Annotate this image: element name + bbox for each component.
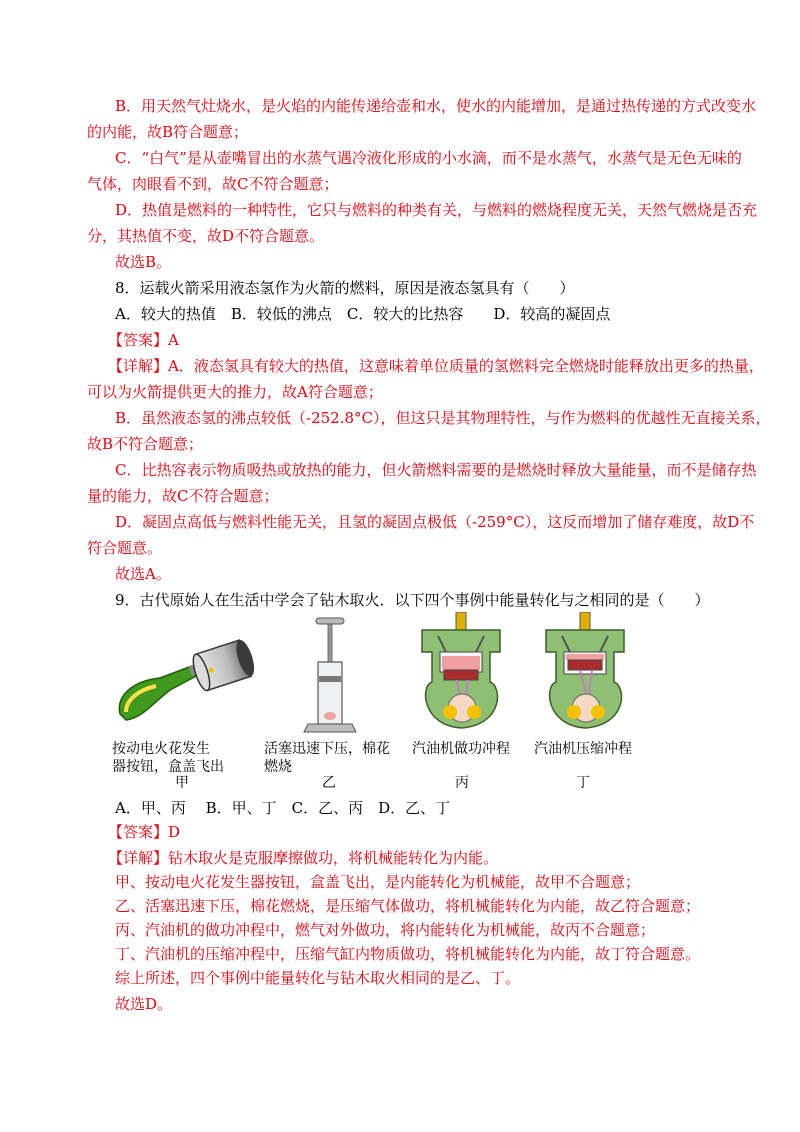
- fig-ding-label: 丁: [576, 775, 590, 791]
- q9-detail-jia: 甲、按动电火花发生器按钮，盒盖飞出，是内能转化为机械能，故甲不合题意；: [115, 873, 641, 891]
- q9-detail-bing: 丙、汽油机的做功冲程中，燃气对外做功，将内能转化为机械能，故丙不合题意；: [115, 921, 656, 939]
- fig-yi-label: 乙: [322, 775, 336, 791]
- q8-detail-a1-text: A．液态氢具有较大的热值，这意味着单位质量的氢燃料完全燃烧时能释放出更多的热量，: [168, 357, 764, 375]
- fig-ding-caption: 汽油机压缩冲程: [534, 741, 632, 757]
- prev-b-line2: 的内能，故B符合题意；: [87, 123, 249, 141]
- fig-bing-caption: 汽油机做功冲程: [412, 741, 510, 757]
- fig-jia-caption-1: 按动电火花发生: [112, 741, 210, 757]
- q8-detail-a2: 可以为火箭提供更大的推力，故A符合题意；: [87, 383, 383, 401]
- prev-d-line2: 分，其热值不变，故D不符合题意。: [87, 227, 325, 245]
- q9-answer: [108, 822, 180, 842]
- power-stroke-engine-figure: [416, 612, 506, 734]
- q9-answer-value: D: [168, 823, 181, 841]
- q8-detail-b2: 故B不符合题意；: [87, 435, 204, 453]
- compression-stroke-engine-figure: [540, 612, 630, 734]
- q8-detail-c2: 量的能力，故C不符合题意；: [87, 487, 279, 505]
- q9-detail-line0: [108, 848, 498, 868]
- q8-detail-c1: C．比热容表示物质吸热或放热的能力，但火箭燃料需要的是燃烧时释放大量能量，而不是储存热: [115, 461, 757, 479]
- q9-detail-yi: 乙、活塞迅速下压，棉花燃烧，是压缩气体做功，将机械能转化为内能，故乙符合题意；: [115, 897, 701, 915]
- q9-answer-tag: 【答案】: [108, 823, 169, 841]
- q8-answer-tag: 【答案】: [108, 331, 169, 349]
- q8-options: A．较大的热值 B．较低的沸点 C．较大的比热容 D．较高的凝固点: [115, 305, 611, 323]
- q9-detail-ding: 丁、汽油机的压缩冲程中，压缩气缸内物质做功，将机械能转化为内能，故丁符合题意。: [115, 945, 701, 963]
- q9-conclusion: 故选D。: [115, 995, 173, 1013]
- prev-c-line2: 气体，肉眼看不到，故C不符合题意；: [87, 175, 339, 193]
- q9-summary: 综上所述，四个事例中能量转化与钻木取火相同的是乙、丁。: [115, 969, 521, 987]
- q8-detail-d2: 符合题意。: [87, 539, 163, 557]
- fig-jia-label: 甲: [175, 775, 189, 791]
- fig-yi-caption-1: 活塞迅速下压，棉花: [264, 741, 390, 757]
- spark-generator-figure: [112, 626, 262, 726]
- prev-conclusion: 故选B。: [115, 253, 172, 271]
- q8-detail-d1: D．凝固点高低与燃料性能无关，且氢的凝固点极低（-259°C），这反而增加了储存难度，故D不: [115, 513, 755, 531]
- fig-bing-label: 丙: [455, 775, 469, 791]
- piston-cotton-figure: [300, 612, 360, 736]
- q9-options: A．甲、丙 B．甲、丁 C．乙、丙 D．乙、丁: [115, 799, 451, 817]
- q8-detail-b1: B．虽然液态氢的沸点较低（-252.8°C），但这只是其物理特性，与作为燃料的优越性无直接关系，: [115, 409, 771, 427]
- q8-answer: [108, 330, 179, 350]
- prev-c-line1: C．“白气”是从壶嘴冒出的水蒸气遇冷液化形成的小水滴，而不是水蒸气，水蒸气是无色无味的: [115, 149, 742, 167]
- q8-answer-value: A: [168, 331, 179, 349]
- prev-d-line1: D．热值是燃料的一种特性，它只与燃料的种类有关，与燃料的燃烧程度无关，天然气燃烧是否充: [115, 201, 758, 219]
- q9-stem: 9．古代原始人在生活中学会了钻木取火．以下四个事例中能量转化与之相同的是（ ）: [115, 591, 710, 609]
- q8-stem: 8．运载火箭采用液态氢作为火箭的燃料，原因是液态氢具有（ ）: [115, 279, 575, 297]
- q8-detail-tag: 【详解】: [108, 357, 169, 375]
- q8-detail-a1: [108, 356, 764, 376]
- q9-detail-line0-text: 钻木取火是克服摩擦做功，将机械能转化为内能。: [168, 849, 499, 867]
- q9-detail-tag: 【详解】: [108, 849, 169, 867]
- prev-b-line1: B．用天然气灶烧水，是火焰的内能传递给壶和水，使水的内能增加，是通过热传递的方式改变水: [115, 97, 757, 115]
- fig-jia-caption-2: 器按钮，盒盖飞出: [112, 759, 224, 775]
- q8-conclusion: 故选A。: [115, 565, 171, 583]
- fig-yi-caption-2: 燃烧: [264, 759, 292, 775]
